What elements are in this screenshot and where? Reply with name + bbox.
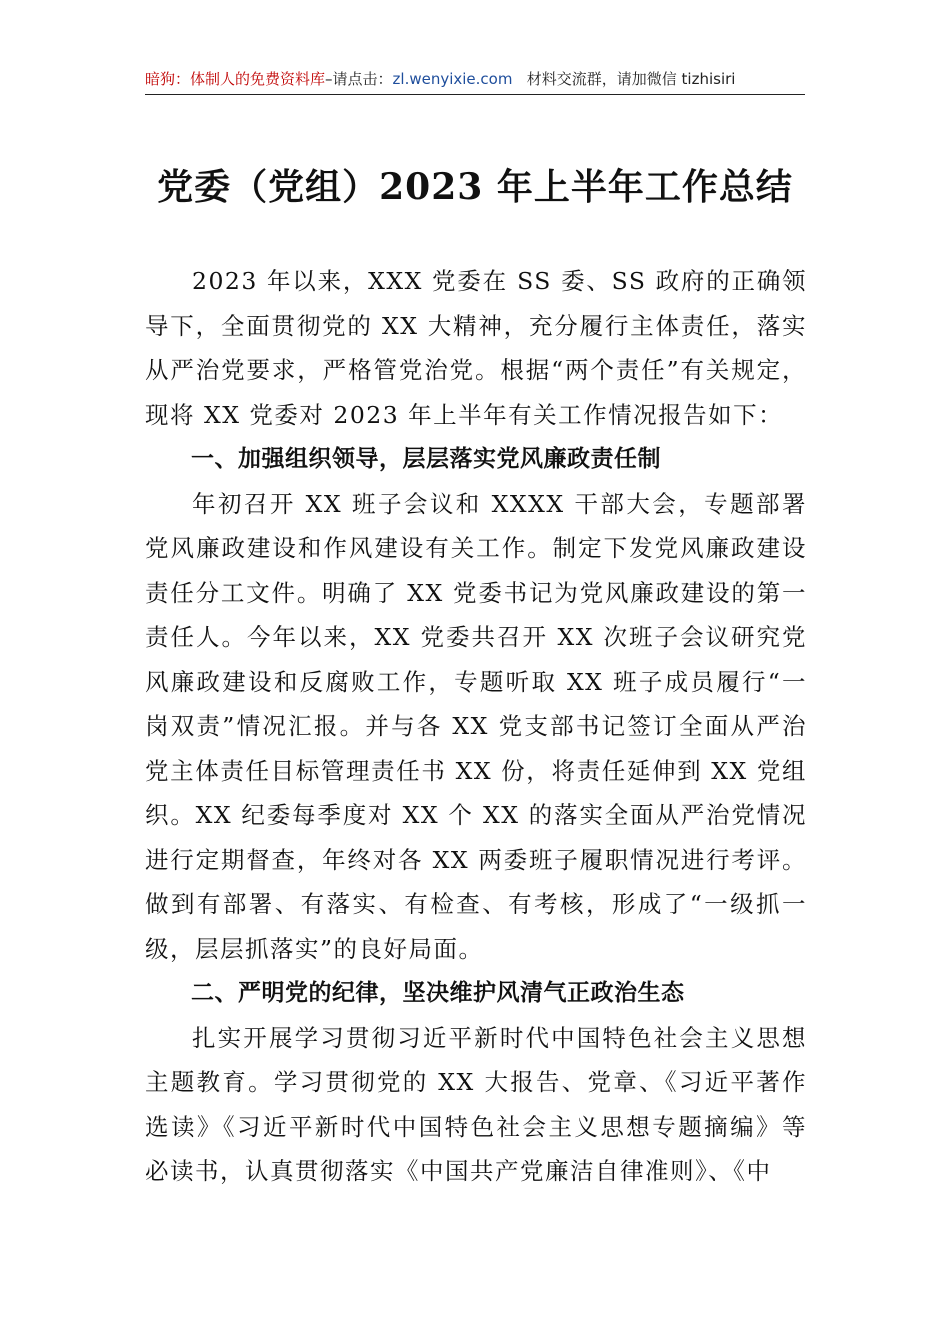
section-body-2: 扎实开展学习贯彻习近平新时代中国特色社会主义思想主题教育。学习贯彻党的 XX 大报告、党章、《习近平著作选读》《习近平新时代中国特色社会主义思想专题摘编》等必读书，认真贯彻落实《中国共产党廉洁自律准则》、《中	[145, 1023, 807, 1185]
click-prompt: –请点击：	[325, 70, 393, 88]
contact-info: 材料交流群，请加微信 tizhisiri	[526, 70, 736, 88]
document-body	[145, 259, 807, 1194]
document-title: 党委（党组）2023 年上半年工作总结	[157, 166, 793, 208]
section-heading-2: 二、严明党的纪律，坚决维护风清气正政治生态	[191, 980, 685, 1006]
source-url-link[interactable]: zl.wenyixie.com	[392, 70, 513, 88]
section-heading-1: 一、加强组织领导，层层落实党风廉政责任制	[191, 446, 661, 472]
page-header	[145, 68, 805, 95]
intro-paragraph: 2023 年以来，XXX 党委在 SS 委、SS 政府的正确领导下，全面贯彻党的 XX 大精神，充分履行主体责任，落实从严治党要求，严格管党治党。根据“两个责任”有关规定，现将 XX 党委对 2023 年上半年有关工作情况报告如下：	[145, 267, 807, 429]
source-label: 暗狗：体制人的免费资料库	[145, 70, 326, 88]
section-body-1: 年初召开 XX 班子会议和 XXXX 干部大会，专题部署党风廉政建设和作风建设有关工作。制定下发党风廉政建设责任分工文件。明确了 XX 党委书记为党风廉政建设的第一责任人。今年以来，XX 党委共召开 XX 次班子会议研究党风廉政建设和反腐败工作，专题听取 XX 班子成员履行“一岗双责”情况汇报。并与各 XX 党支部书记签订全面从严治党主体责任目标管理责任书 XX 份，将责任延伸到 XX 党组织。XX 纪委每季度对 XX 个 XX 的落实全面从严治党情况进行定期督查，年终对各 XX 两委班子履职情况进行考评。做到有部署、有落实、有检查、有考核，形成了“一级抓一级，层层抓落实”的良好局面。	[145, 489, 807, 963]
